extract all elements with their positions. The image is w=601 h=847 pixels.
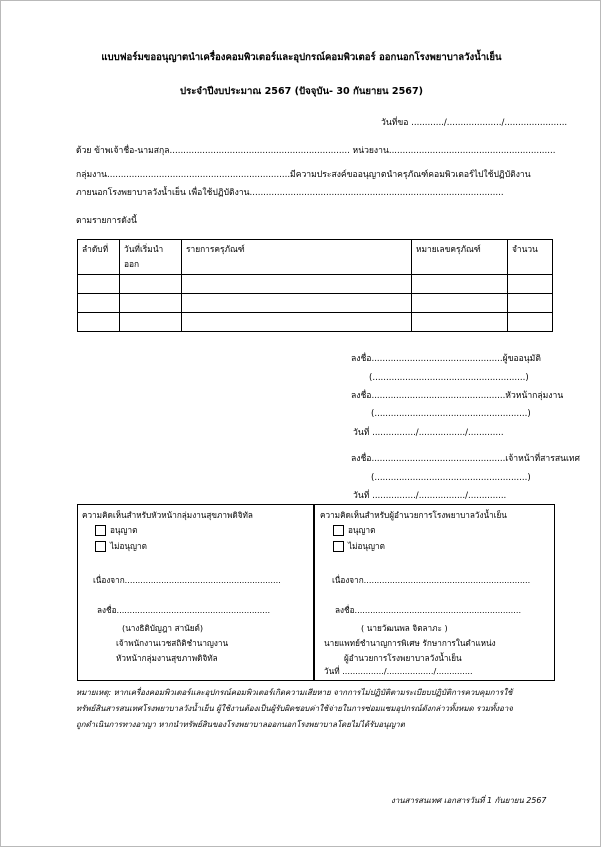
table-cell[interactable] xyxy=(78,275,120,294)
deny-option-right[interactable] xyxy=(333,540,385,552)
col-item: รายการครุภัณฑ์ xyxy=(182,240,412,275)
date-right: วันที่ ................/................../.............. xyxy=(324,666,473,676)
table-cell[interactable] xyxy=(412,313,508,332)
form-title: แบบฟอร์มขออนุญาตนำเครื่องคอมพิวเตอร์และอุปกรณ์คอมพิวเตอร์ ออกนอกโรงพยาบาลวังน้ำเย็น xyxy=(101,52,502,63)
col-asset-no: หมายเลขครุภัณฑ์ xyxy=(412,240,508,275)
approve-option-right[interactable] xyxy=(333,524,375,536)
table-cell[interactable] xyxy=(508,275,553,294)
position-right-2: ผู้อำนวยการโรงพยาบาลวังน้ำเย็น xyxy=(344,653,462,663)
supply-name: (........................................................) xyxy=(371,473,531,483)
outside-use-line: ภายนอกโรงพยาบาลวังน้ำเย็น เพื่อใช้ปฏิบัติงาน............................................................................................. xyxy=(76,188,504,198)
checkbox-deny-right[interactable] xyxy=(333,541,344,552)
table-cell[interactable] xyxy=(182,313,412,332)
list-intro: ตามรายการดังนี้ xyxy=(76,216,137,226)
reason-left: เนื่องจาก............................................................ xyxy=(93,575,281,585)
items-table xyxy=(77,239,553,332)
form-subtitle: ประจำปีงบประมาณ 2567 (ปัจจุบัน- 30 กันยายน 2567) xyxy=(179,86,423,97)
table-cell[interactable] xyxy=(412,294,508,313)
deny-option-left[interactable] xyxy=(95,540,147,552)
deny-label-left: ไม่อนุญาต xyxy=(110,541,147,551)
table-cell[interactable] xyxy=(78,294,120,313)
deny-label-right: ไม่อนุญาต xyxy=(348,541,385,551)
table-row[interactable] xyxy=(78,275,553,294)
supply-signature: ลงชื่อ.................................................เจ้าหน้าที่สารสนเทศ xyxy=(351,454,581,464)
group-line: กลุ่มงาน...................................................................มีความประสงค์ขออนุญาตนำครุภัณฑ์คอมพิวเตอร์ไปใช้ปฏิบัติงาน xyxy=(76,170,531,180)
table-row[interactable] xyxy=(78,313,553,332)
head-signature: ลงชื่อ.................................................หัวหน้ากลุ่มงาน xyxy=(351,391,564,401)
requester-name: (........................................................) xyxy=(369,373,529,383)
name-left: (นางธิติบัญฎา สานัยต์) xyxy=(122,623,204,633)
signature-right: ลงชื่อ................................................................ xyxy=(335,605,522,615)
table-cell[interactable] xyxy=(182,294,412,313)
table-cell[interactable] xyxy=(120,313,182,332)
opinion-left-heading: ความคิดเห็นสำหรับหัวหน้ากลุ่มงานสุขภาพดิจิทัล xyxy=(82,510,253,520)
table-row[interactable] xyxy=(78,294,553,313)
table-cell[interactable] xyxy=(120,275,182,294)
opinion-box-left xyxy=(77,504,315,681)
approve-option-left[interactable] xyxy=(95,524,137,536)
position-left-1: เจ้าพนักงานเวชสถิติชำนาญงาน xyxy=(116,638,229,648)
name-right: ( นายวัฒนพล จิตลาภะ ) xyxy=(361,623,448,633)
footer-doc-info: งานสารสนเทศ เอกสารวันที่ 1 กันยายน 2567 xyxy=(391,796,547,805)
opinion-right-heading: ความคิดเห็นสำหรับผู้อำนวยการโรงพยาบาลวังน้ำเย็น xyxy=(320,510,507,520)
note-line-1: หมายเหตุ: หากเครื่องคอมพิวเตอร์และอุปกรณ์คอมพิวเตอร์เกิดความเสียหาย จากการไม่ปฏิบัติตามระเบียบปฏิบัติการควบคุมการใช้ xyxy=(76,688,513,697)
checkbox-approve-right[interactable] xyxy=(333,525,344,536)
table-cell[interactable] xyxy=(508,313,553,332)
signature-left: ลงชื่อ........................................................... xyxy=(97,605,271,615)
reason-right: เนื่องจาก................................................................ xyxy=(332,575,531,585)
checkbox-deny-left[interactable] xyxy=(95,541,106,552)
approve-label-left: อนุญาต xyxy=(110,525,138,535)
items-table-header xyxy=(78,240,553,275)
position-right-1: นายแพทย์ชำนาญการพิเศษ รักษาการในตำแหน่ง xyxy=(324,638,496,648)
head-date: วันที่ ................/................./............. xyxy=(353,428,504,438)
table-cell[interactable] xyxy=(78,313,120,332)
request-date-line: วันที่ขอ ............/..................../....................... xyxy=(381,118,568,128)
requester-signature: ลงชื่อ................................................ผู้ขออนุมัติ xyxy=(351,354,541,364)
table-cell[interactable] xyxy=(412,275,508,294)
table-cell[interactable] xyxy=(120,294,182,313)
checkbox-approve-left[interactable] xyxy=(95,525,106,536)
supply-date: วันที่ ................/................./.............. xyxy=(353,491,507,501)
col-seq: ลำดับที่ xyxy=(78,240,120,275)
col-quantity: จำนวน xyxy=(508,240,553,275)
table-cell[interactable] xyxy=(182,275,412,294)
col-start-date: วันที่เริ่มนำออก xyxy=(120,240,182,275)
table-cell[interactable] xyxy=(508,294,553,313)
opinion-box-right xyxy=(313,504,555,681)
note-line-2: ทรัพย์สินสารสนเทศโรงพยาบาลวังน้ำเย็น ผู้ใช้งานต้องเป็นผู้รับผิดชอบค่าใช้จ่ายในการซ่อมแซมอุปกรณ์ดังกล่าวทั้งหมด รวมทั้งอาจ xyxy=(76,704,513,713)
approve-label-right: อนุญาต xyxy=(348,525,376,535)
note-line-3: ถูกดำเนินการทางอาญา หากนำทรัพย์สินของโรงพยาบาลออกนอกโรงพยาบาลโดยไม่ได้รับอนุญาต xyxy=(76,720,405,729)
requester-line: ด้วย ข้าพเจ้าชื่อ-นามสกุล.................................................................. หน่วยงาน............................................................. xyxy=(76,146,556,156)
position-left-2: หัวหน้ากลุ่มงานสุขภาพดิจิทัล xyxy=(116,653,218,663)
head-name: (........................................................) xyxy=(371,409,531,419)
